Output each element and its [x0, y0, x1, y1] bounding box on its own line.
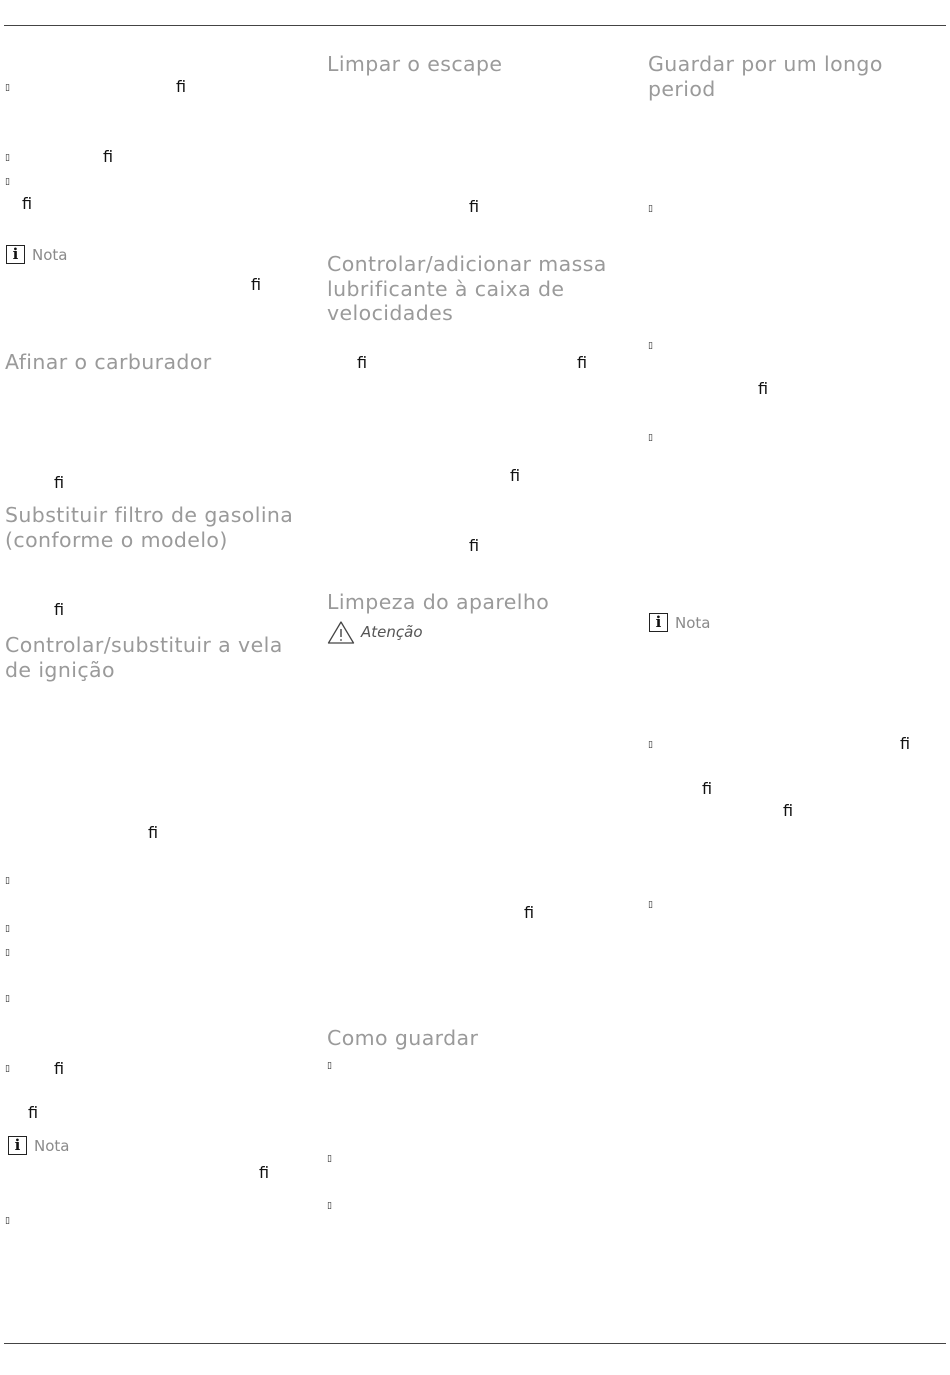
ligature-fi: ﬁ — [103, 147, 114, 166]
ligature-fi: ﬁ — [176, 77, 187, 96]
ligature-fi: ﬁ — [469, 536, 480, 555]
bullet-marker: ▯ — [648, 341, 653, 351]
ligature-fi: ﬁ — [524, 903, 535, 922]
warning-icon — [327, 620, 355, 645]
warning-label: Atenção — [361, 623, 423, 641]
bullet-marker: ▯ — [648, 433, 653, 443]
note-block — [8, 1135, 69, 1155]
ligature-fi: ﬁ — [22, 194, 33, 213]
heading-text: Substituir filtro de gasolina (conforme o modelo) — [5, 503, 294, 552]
ligature-fi: ﬁ — [148, 823, 159, 842]
ligature-fi: ﬁ — [702, 779, 713, 798]
top-rule — [4, 25, 946, 26]
bullet-marker: ▯ — [327, 1154, 332, 1164]
note-label: Nota — [675, 613, 711, 632]
heading-substituir-filtro — [5, 503, 305, 552]
heading-text: Controlar/substituir a vela de ignição — [5, 633, 283, 682]
heading-como-guardar: Como guardar — [327, 1026, 479, 1050]
heading-text: Guardar por um longo period — [648, 52, 883, 101]
heading-limpar-escape: Limpar o escape — [327, 52, 503, 76]
ligature-fi: ﬁ — [510, 466, 521, 485]
note-label: Nota — [32, 245, 68, 264]
ligature-fi: ﬁ — [28, 1103, 39, 1122]
note-block — [649, 612, 710, 632]
ligature-fi: ﬁ — [469, 197, 480, 216]
ligature-fi: ﬁ — [758, 379, 769, 398]
ligature-fi: ﬁ — [357, 353, 368, 372]
bullet-marker: ▯ — [5, 153, 10, 163]
heading-afinar-carburador: Afinar o carburador — [5, 350, 212, 374]
ligature-fi: ﬁ — [54, 1059, 65, 1078]
note-label: Nota — [34, 1136, 70, 1155]
bullet-marker: ▯ — [327, 1061, 332, 1071]
warning-block — [327, 620, 423, 645]
bullet-marker: ▯ — [5, 994, 10, 1004]
bullet-marker: ▯ — [5, 1216, 10, 1226]
bullet-marker: ▯ — [5, 948, 10, 958]
heading-controlar-massa — [327, 252, 627, 326]
bullet-marker: ▯ — [5, 83, 10, 93]
bullet-marker: ▯ — [5, 1064, 10, 1074]
bullet-marker: ▯ — [648, 900, 653, 910]
heading-text: Controlar/adicionar massa lubrificante à caixa de velocidades — [327, 252, 607, 325]
bottom-rule — [4, 1343, 946, 1344]
info-icon: i — [649, 613, 668, 632]
ligature-fi: ﬁ — [783, 801, 794, 820]
ligature-fi: ﬁ — [259, 1163, 270, 1182]
info-icon: i — [8, 1136, 27, 1155]
ligature-fi: ﬁ — [577, 353, 588, 372]
ligature-fi: ﬁ — [251, 275, 262, 294]
bullet-marker: ▯ — [5, 177, 10, 187]
bullet-marker: ▯ — [327, 1201, 332, 1211]
heading-guardar-longo-periodo — [648, 52, 938, 101]
info-icon: i — [6, 245, 25, 264]
bullet-marker: ▯ — [5, 924, 10, 934]
ligature-fi: ﬁ — [900, 734, 911, 753]
note-block — [6, 244, 67, 264]
ligature-fi: ﬁ — [54, 600, 65, 619]
bullet-marker: ▯ — [648, 740, 653, 750]
heading-controlar-vela — [5, 633, 305, 682]
bullet-marker: ▯ — [648, 204, 653, 214]
ligature-fi: ﬁ — [54, 473, 65, 492]
bullet-marker: ▯ — [5, 876, 10, 886]
heading-limpeza-aparelho: Limpeza do aparelho — [327, 590, 550, 614]
